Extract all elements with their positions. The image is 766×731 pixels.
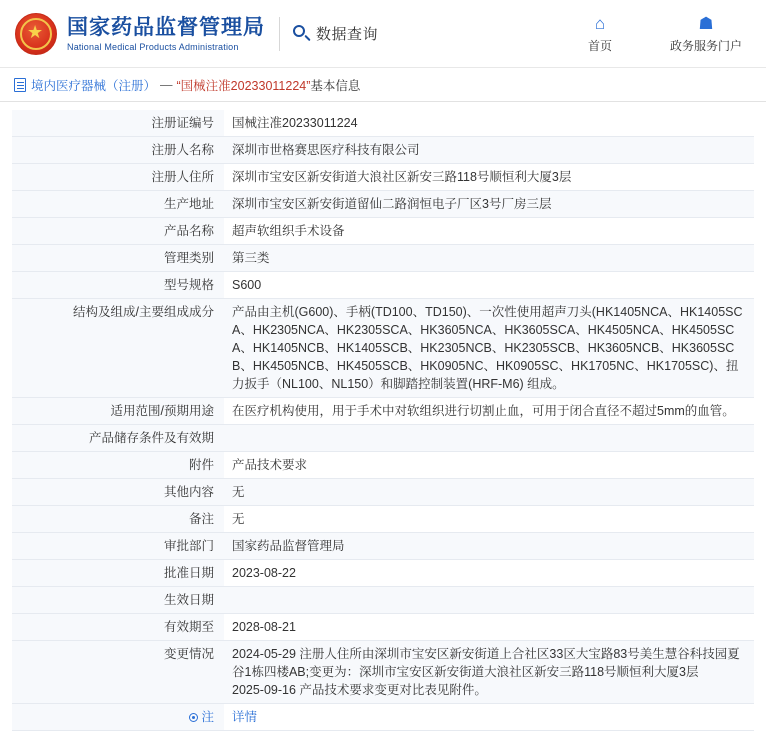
breadcrumb-tail: 基本信息 <box>310 78 361 93</box>
site-title <box>67 15 265 53</box>
row-value: 无 <box>224 506 754 533</box>
row-label: 产品储存条件及有效期 <box>12 425 224 452</box>
breadcrumb-separator: — <box>160 77 173 92</box>
table-row <box>12 452 754 479</box>
row-label: 附件 <box>12 452 224 479</box>
breadcrumb-record-code: “国械注准20233011224” <box>176 78 311 93</box>
row-label: 变更情况 <box>12 641 224 704</box>
table-row <box>12 614 754 641</box>
table-row <box>12 218 754 245</box>
table-row <box>12 272 754 299</box>
row-value <box>224 425 754 452</box>
table-row <box>12 398 754 425</box>
row-label: 其他内容 <box>12 479 224 506</box>
registration-detail-table <box>12 110 754 731</box>
table-row <box>12 299 754 398</box>
table-row <box>12 479 754 506</box>
table-row <box>12 704 754 731</box>
nav-item-home-label: 首页 <box>587 38 612 53</box>
table-row <box>12 110 754 137</box>
org-name-cn: 国家药品监督管理局 <box>67 15 265 39</box>
detail-link[interactable]: 详情 <box>232 710 258 724</box>
table-row <box>12 533 754 560</box>
nav-item-service-portal-label: 政务服务门户 <box>670 38 743 53</box>
header-nav <box>564 14 750 54</box>
table-row <box>12 560 754 587</box>
row-value: 无 <box>224 479 754 506</box>
row-value: 深圳市宝安区新安街道留仙二路润恒电子厂区3号厂房三层 <box>224 191 754 218</box>
row-label: 审批部门 <box>12 533 224 560</box>
table-row <box>12 641 754 704</box>
row-value: 国家药品监督管理局 <box>224 533 754 560</box>
row-label: 管理类别 <box>12 245 224 272</box>
row-label: 备注 <box>12 506 224 533</box>
row-value: 超声软组织手术设备 <box>224 218 754 245</box>
row-label: 适用范围/预期用途 <box>12 398 224 425</box>
table-row <box>12 245 754 272</box>
row-label: 注册证编号 <box>12 110 224 137</box>
row-label: 结构及组成/主要组成成分 <box>12 299 224 398</box>
row-value: 第三类 <box>224 245 754 272</box>
row-label: 注册人名称 <box>12 137 224 164</box>
nav-item-home[interactable] <box>564 14 636 54</box>
row-label: 批准日期 <box>12 560 224 587</box>
table-row <box>12 137 754 164</box>
row-value: 在医疗机构使用，用于手术中对软组织进行切割止血，可用于闭合直径不超过5mm的血管。 <box>224 398 754 425</box>
row-value: 2023-08-22 <box>224 560 754 587</box>
row-label: 有效期至 <box>12 614 224 641</box>
table-row <box>12 587 754 614</box>
row-value: S600 <box>224 272 754 299</box>
data-query-label: 数据查询 <box>316 26 379 43</box>
row-value[interactable] <box>224 704 754 731</box>
header-divider <box>279 17 280 51</box>
row-value: 2028-08-21 <box>224 614 754 641</box>
table-row <box>12 191 754 218</box>
row-value: 产品技术要求 <box>224 452 754 479</box>
table-row <box>12 164 754 191</box>
breadcrumb-section[interactable]: 境内医疗器械（注册） <box>31 78 157 93</box>
nav-item-service-portal[interactable] <box>670 14 742 54</box>
row-value: 深圳市宝安区新安街道大浪社区新安三路118号顺恒利大厦3层 <box>224 164 754 191</box>
row-value: 深圳市世格赛思医疗科技有限公司 <box>224 137 754 164</box>
row-label: 注册人住所 <box>12 164 224 191</box>
document-icon <box>14 78 26 92</box>
user-icon: ☗ <box>698 13 714 33</box>
breadcrumb <box>0 68 766 102</box>
row-value <box>224 587 754 614</box>
home-icon: ⌂ <box>594 13 606 33</box>
org-name-en: National Medical Products Administration <box>67 41 239 52</box>
table-row <box>12 425 754 452</box>
national-emblem-icon: ★ <box>14 12 58 56</box>
site-header <box>0 0 766 68</box>
row-value: 2024-05-29 注册人住所由深圳市宝安区新安街道上合社区33区大宝路83号美生慧谷科技园夏谷1栋四楼AB;变更为：深圳市宝安区新安街道大浪社区新安三路118号顺恒利大厦3层 2025-09-16 产品技术要求变更对比表见附件。 <box>224 641 754 704</box>
row-label <box>12 704 224 731</box>
row-label: 型号规格 <box>12 272 224 299</box>
row-label: 产品名称 <box>12 218 224 245</box>
row-value: 产品由主机(G600)、手柄(TD100、TD150)、一次性使用超声刀头(HK1405NCA、HK1405SCA、HK2305NCA、HK2305SCA、HK3605NCA、HK3605SCA、HK4505NCA、HK4505SCA、HK1405NCB、HK1405SCB、HK2305NCB、HK2305SCB、HK3605NCB、HK3605SCB、HK4505NCB、HK4505SCB、HK0905NC、HK0905SC、HK1705NC、HK1705SC)、扭力扳手（NL100、NL150）和脚踏控制装置(HRF-M6) 组成。 <box>224 299 754 398</box>
info-icon <box>189 713 198 722</box>
row-label: 生效日期 <box>12 587 224 614</box>
row-label-text: 注 <box>201 710 214 724</box>
data-query-entry[interactable] <box>292 23 378 44</box>
search-icon <box>292 24 312 44</box>
detail-table-wrap <box>0 102 766 731</box>
table-row <box>12 506 754 533</box>
row-value: 国械注准20233011224 <box>224 110 754 137</box>
row-label: 生产地址 <box>12 191 224 218</box>
